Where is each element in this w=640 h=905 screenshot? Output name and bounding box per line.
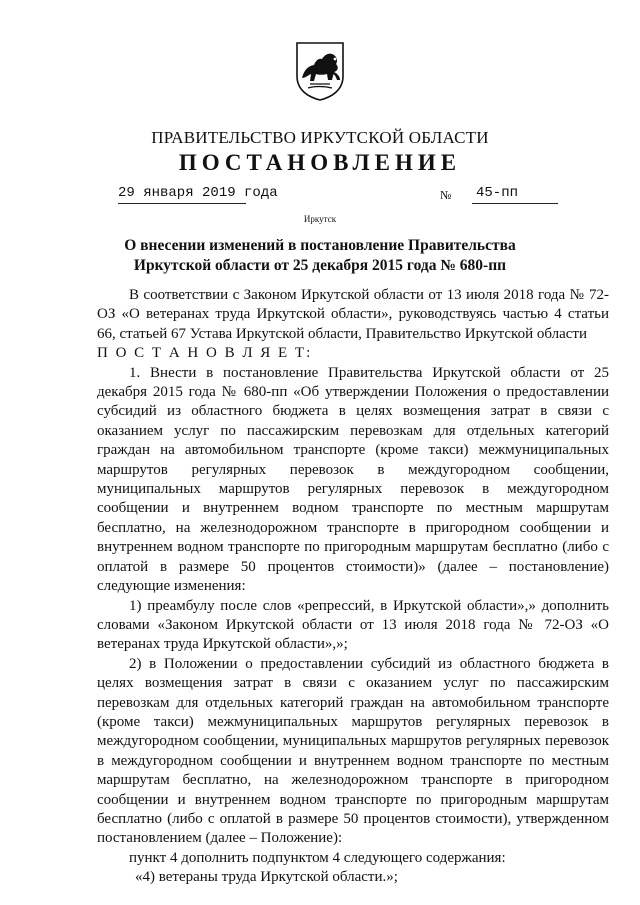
- document-body: [97, 286, 609, 888]
- decree-date: 29 января 2019 года: [118, 185, 278, 201]
- point-4-paragraph: пункт 4 дополнить подпунктом 4 следующего содержания:: [129, 849, 506, 866]
- city-name: Иркутск: [303, 214, 337, 224]
- item-1-paragraph: 1. Внести в постановление Правительства Иркутской области от 25 декабря 2015 года № 680-пп «Об утверждении Положения о предоставлении субсидий из областного бюджета в целях возмещения затрат в связи с оказанием услуг по пассажирским перевозкам для отдельных категорий граждан на автомобильном транспорте (кроме такси) межмуниципальных маршрутов регулярных перевозок в междугородном сообщении, муниципальных маршрутов регулярных перевозок в междугородном сообщении и внутреннем водном транспорте по местным маршрутам бесплатно, на железнодорожном транспорте в пригородном сообщении и внутреннем водном транспорте по пригородным маршрутам бесплатно (либо с оплатой в размере 50 процентов стоимости)» (далее – постановление) следующие изменения:: [97, 364, 609, 595]
- resolves-heading: П О С Т А Н О В Л Я Е Т:: [97, 345, 313, 362]
- date-underline: [118, 203, 246, 204]
- decree-subject: О внесении изменений в постановление Правительства Иркутской области от 25 декабря 2015 года № 680-пп: [124, 237, 516, 274]
- number-underline: [472, 203, 558, 204]
- decree-number: 45-пп: [476, 185, 519, 201]
- government-name: ПРАВИТЕЛЬСТВО ИРКУТСКОЙ ОБЛАСТИ: [151, 128, 489, 147]
- irkutsk-coat-of-arms-icon: [294, 40, 346, 102]
- document-type-title: ПОСТАНОВЛЕНИЕ: [178, 150, 462, 175]
- subitem-2-paragraph: 2) в Положении о предоставлении субсидий из областного бюджета в целях возмещения затрат в связи с оказанием услуг по пассажирским перевозкам для отдельных категорий граждан на автомобильном транспорте (кроме такси) межмуниципальных маршрутов регулярных перевозок в междугородном сообщении, муниципальных маршрутов регулярных перевозок в междугородном сообщении и внутреннем водном транспорте по местным маршрутам бесплатно, на железнодорожном транспорте в пригородном сообщении и внутреннем водном транспорте по пригородным маршрутам бесплатно (либо с оплатой в размере 50 процентов стоимости), утвержденном постановлением (далее – Положение):: [97, 655, 609, 847]
- quoted-subpoint: «4) ветераны труда Иркутской области.»;: [135, 869, 398, 886]
- preamble-paragraph: В соответствии с Законом Иркутской области от 13 июля 2018 года № 72-ОЗ «О ветеранах труда Иркутской области», руководствуясь частью 4 статьи 66, статьей 67 Устава Иркутской области, Правительство Иркутской области: [97, 287, 609, 342]
- number-sign: №: [440, 188, 452, 202]
- subitem-1-paragraph: 1) преамбулу после слов «репрессий, в Иркутской области»,» дополнить словами «Законом Иркутской области от 13 июля 2018 года № 72-ОЗ «О ветеранах труда Иркутской области»,»;: [97, 597, 609, 653]
